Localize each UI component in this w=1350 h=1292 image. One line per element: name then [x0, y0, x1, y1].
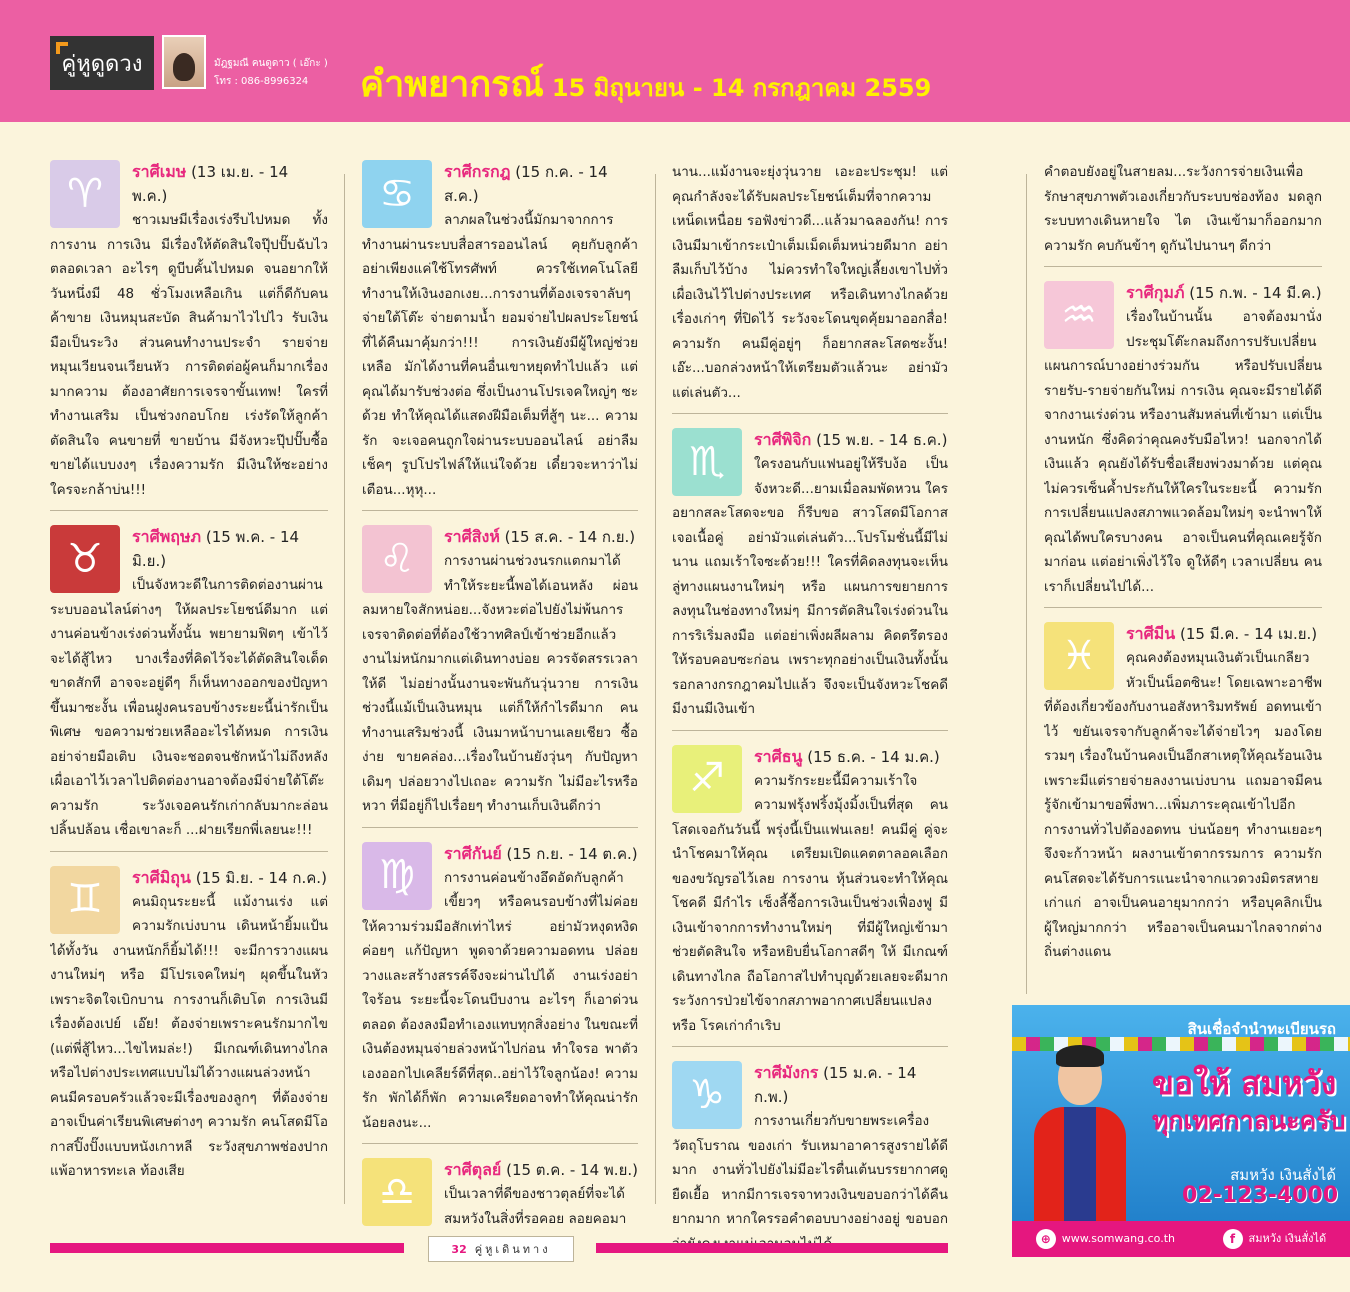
sign-text: คนมิถุนระยะนี้ แม้งานเร่ง แต่ความรักเบ่งบาน เดินหน้ายิ้มแป้นได้ทั้งวัน งานหนักก็ยิ้มได้!!! จะมีการวางแผนงานใหม่ๆ หรือ มีโปรเจคใหม่ๆ ผุดขึ้นในหัว เพราะจิตใจเบิกบาน การงานก็เติบโต การเงินมีเรื่องต้องเปย์ เอ๊ย! ต้องจ่ายเพราะคนรักมากไข (แต่พี่สู้ไหว...ไขไหมล่ะ!) มีเกณฑ์เดินทางไกล หรือไปต่างประเทศแบบไม่ได้วางแผนล่วงหน้า คนมีครอบครัวแล้วจะมีเรื่องของลูกๆ ที่ต้องจ่ายอาจเป็นค่าเรียนพิเศษต่างๆ ความรัก คนโสดมีโอกาสปิ๊งปั๊งแบบหนังเกาหลี ระวังสุขภาพช่องปาก แพ้อาหารทะเล ท้องเสีย — [50, 893, 328, 1179]
sign-text: เป็นจังหวะดีในการติดต่องานผ่านระบบออนไลน์ต่างๆ ให้ผลประโยชน์ดีมาก แต่งานค่อนข้างเร่งด่วนทั้งนั้น พยายามฟิตๆ เข้าไว้ จะได้สู้ไหว บางเรื่องที่คิดไว้จะได้ตัดสินใจเด็ดขาดสักที อาจจะอยู่ดีๆ ก็เห็นทางออกของปัญหาขึ้นมาซะงั้น เพื่อนฝูงคนรอบข้างระยะนี้น่ารักเป็นพิเศษ ขอความช่วยเหลืออะไรได้หมด การเงิน อย่าจ่ายมือเติบ เงินจะชอตจนชักหน้าไม่ถึงหลัง เผื่อเอาไว้เวลาไปติดต่องานอาจต้องมีจ่ายใต้โต๊ะ ความรัก ระวังเจอคนรักเก่ากลับมากะล่อน ปลิ้นปล้อน เชื่อเขาละก็ ...ฝายเรียกพี่เลยนะ!!! — [50, 577, 328, 838]
column-2 — [362, 160, 638, 1241]
aquarius-water-bearer-icon: ♒ — [1044, 281, 1114, 349]
sign-range: (15 ก.ย. - 14 ต.ค.) — [506, 844, 638, 863]
leo-lion-icon: ♌ — [362, 525, 432, 593]
column-1 — [50, 160, 328, 1194]
ad-phone: 02-123-4000 — [1181, 1183, 1338, 1208]
sign-block — [1044, 281, 1322, 608]
divider — [672, 413, 948, 414]
divider — [50, 851, 328, 852]
magazine-name: คู่หูเดินทาง — [474, 1243, 551, 1256]
page-number: 32 — [451, 1242, 467, 1256]
sign-block — [362, 1158, 638, 1231]
sign-text: การงานเกี่ยวกับขายพระเครื่องวัตถุโบราณ ของเก่า รับเหมาอาคารสูงรายได้ดีมาก งานทั่วไปยังไม่มีอะไรตื่นเต้นบรรยากาศดูยืดเยื้อ หากมีการเจรจาทวงเงินขอบอกว่าได้คืนยากมาก หากใครรอคำตอบบางอย่างอยู่ ขอบอก — [672, 1113, 948, 1227]
corner-mark-icon — [56, 42, 68, 54]
divider — [672, 1046, 948, 1047]
taurus-bull-icon: ♉ — [50, 525, 120, 593]
sign-range: (15 พ.ย. - 14 ธ.ค.) — [816, 431, 948, 449]
cancer-crab-icon: ♋ — [362, 160, 432, 228]
ad-top-text: สินเชื่อจำนำทะเบียนรถ — [1187, 1020, 1336, 1038]
author-name: มัฎฐมณี คนดูดาว ( เอ๊กะ ) — [214, 58, 328, 69]
sign-block — [672, 1061, 948, 1256]
sign-block — [1044, 622, 1322, 965]
divider — [1044, 607, 1322, 608]
sign-block — [50, 866, 328, 1184]
ad-headline-1: ขอให้ สมหวัง — [1152, 1064, 1337, 1102]
sign-range: (15 พ.ค. - 14 มิ.ย.) — [132, 528, 300, 570]
sign-range: (13 เม.ย. - 14 พ.ค.) — [132, 163, 289, 205]
capricorn-continued-text: คำตอบยังอยู่ในสายลม...ระวังการจ่ายเงินเพื่อรักษาสุขภาพตัวเองเกี่ยวกับระบบช่องท้อง มดลูก ระบบทางเดินหายใจ ไต เงินเข้ามาก็ออกมาก ความรัก คบกันข้าๆ ดูกันไปนานๆ ดีกว่า — [1044, 164, 1322, 254]
ad-presenter — [1030, 1043, 1130, 1223]
sign-range: (15 ม.ค. - 14 ก.พ.) — [754, 1064, 917, 1106]
footer-bar-right — [596, 1243, 948, 1253]
ad-facebook[interactable]: f สมหวัง เงินสั่งได้ — [1223, 1229, 1327, 1249]
column-3 — [672, 160, 948, 1266]
ad-brand: สมหวัง เงินสั่งได้ — [1230, 1166, 1336, 1184]
aries-ram-icon: ♈ — [50, 160, 120, 228]
title-text: คำพยากรณ์ — [360, 64, 544, 105]
virgo-maiden-icon: ♍ — [362, 842, 432, 910]
sign-text: ใครงอนกับแฟนอยู่ให้รีบง้อ เป็นจังหวะดี...ยามเมื่อลมพัดหวน ใครอยากสละโสดจะขอ ก็รีบขอ สาวโสดมีโอกาสเจอเนื้อคู่ อย่ามัวแต่เล่นตัว...โปรโมชั่นนี้มีไม่นาน แถมเร้าใจซะด้วย!!! ใครที่คิดลงทุนจะเห็นลู่ทางแผนงานใหม่ๆ หรือ แผนการขยายการลงทุนในช่องทางใหม่ๆ มีการตัดสินใจเร่งด่วนในการริเริ่มลงมือ แต่อย่าเพิ่งผลีผลาม คิดตรึตรองให้รอบคอบซะก่อน เพราะทุกอย่างเป็นเงินทั้งนั้น รอกลางกรกฎาคมไปแล้ว จึงจะเป็นจังหวะโชคดี มีงานมีเงินเข้า — [672, 456, 948, 717]
sign-name: ราศีมิถุน — [132, 867, 191, 887]
column-divider — [1026, 174, 1027, 994]
sign-name: ราศีมีน — [1126, 624, 1176, 643]
column-divider — [655, 174, 656, 1204]
sign-range: (15 ธ.ค. - 14 ม.ค.) — [807, 747, 940, 766]
sign-name: ราศีมังกร — [754, 1063, 819, 1082]
sign-block — [362, 525, 638, 828]
author-phone: โทร : 086-8996324 — [214, 76, 309, 87]
libra-scales-icon: ♎ — [362, 1158, 432, 1226]
sign-text: การงานผ่านช่วงนรกแตกมาได้ ทำให้ระยะนี้พอได้เอนหลัง ผ่อนลมหายใจสักหน่อย...จังหวะต่อไปยังไม่พ้นการเจรจาติดต่อที่ต้องใช้วาทศิลป์เข้าช่วยอีกแล้ว งานไม่หนักมากแต่เดินทางบ่อย ควรจัดสรรเวลาให้ดี ไม่อย่างนั้นงานจะพันกันวุ่นวาย การเงินช่วงนี้แม้เป็นเงินหมุน แต่ก็ให้กำไรดีมาก คนทำงานเสริมช่วงนี้ เงินมาหน้าบานเลยเชียว ซื้อง่าย ขายคล่อง...เรื่องในบ้านยังวุ่นๆ กับปัญหาเดิมๆ ปล่อยวางไปเถอะ ความรัก ไม่มีอะไรหรือหวา ที่มีอยู่ก็ไปเรื่อยๆ ทำงานเก็บเงินดีกว่า — [362, 553, 638, 814]
sign-name: ราศีตุลย์ — [444, 1160, 502, 1179]
sign-name: ราศีกุมภ์ — [1126, 283, 1185, 302]
sign-block — [672, 745, 948, 1048]
ad-bottom-bar — [1012, 1221, 1350, 1257]
facebook-icon: f — [1223, 1229, 1243, 1249]
sign-text: ลาภผลในช่วงนี้มักมาจากการทำงานผ่านระบบสื่อสารออนไลน์ คุยกับลูกค้าอย่าเพียงแค่ใช้โทรศัพท์ ควรใช้เทคโนโลยีทำงานให้เงินงอกเงย...การงานที่ต้องเจรจาลับๆ จ่ายใต้โต๊ะ จ่ายตามน้ำ ยอมจ่ายไปผลประโยชน์ที่ได้คืนมาคุ้มกว่า!!! การเงินยังมีผู้ใหญ่ช่วยเหลือ มักได้งานที่คนอื่นเขาหยุดทำไปแล้ว แต่คุณได้มารับช่วงต่อ ซึ่งเป็นงานโปรเจคใหญ่ๆ ซะด้วย ทำให้คุณได้แสดงฝีมือเต็มที่สู้ๆ นะ... ความรัก จะเจอคนถูกใจผ่านระบบออนไลน์ อย่าลืมเช็คๆ รูปโปรไฟล์ให้แน่ใจด้วย เดี๋ยวจะหาว่าไม่เตือน...หุหุ... — [362, 212, 638, 498]
sign-name: ราศีกรกฎ — [444, 162, 511, 181]
sign-block — [362, 160, 638, 511]
gemini-twins-icon: ♊ — [50, 866, 120, 934]
footer-bar-left — [50, 1243, 404, 1253]
divider — [50, 510, 328, 511]
sign-name: ราศีพิจิก — [754, 430, 812, 449]
column-divider — [344, 174, 345, 1204]
sign-name: ราศีกันย์ — [444, 843, 502, 863]
sign-name: ราศีเมษ — [132, 162, 187, 181]
globe-icon: ⊕ — [1036, 1229, 1056, 1249]
sign-text: เรื่องในบ้านนั้น อาจต้องมานั่งประชุมโต๊ะกลมถึงการปรับเปลี่ยนแผนการณ์บางอย่างร่วมกัน หรือปรับเปลี่ยนรายรับ-รายจ่ายกันใหม่ การเงิน คุณจะมีรายได้ดีจากงานเร่งด่วน หรืองานสัมหล่นที่เข้ามา แต่เป็นงานหนัก ซึ่งคิดว่าคุณคงรับมือไหว! นอกจากได้เงินแล้ว คุณยังได้รับชื่อเสียงพ่วงมาด้วย แต่คุณไม่ควรเซ็นค้ำประกันให้ใครในระยะนี้ ความรัก การเปลี่ยนแปลงสภาพแวดล้อมใหม่ๆ จะนำพาให้คุณได้พบใครบางคน อาจเป็นคนที่คุณเคยรู้จักมาก่อน แต่อย่าเพิ่งไว้ใจ ดูให้ดีๆ เวลาเปลี่ยน คนเราก็เปลี่ยนไปได้... — [1044, 309, 1322, 595]
sign-block — [50, 525, 328, 852]
sign-range: (15 ต.ค. - 14 พ.ย.) — [506, 1161, 638, 1179]
ad-headline-2: ทุกเทศกาลนะครับ — [1152, 1106, 1346, 1135]
advertisement[interactable] — [1012, 1005, 1350, 1257]
sign-range: (15 มี.ค. - 14 เม.ย.) — [1180, 625, 1318, 643]
section-label: คู่หูดูดวง — [61, 51, 143, 77]
divider — [672, 730, 948, 731]
page-title — [360, 55, 931, 112]
divider — [362, 510, 638, 511]
capricorn-goat-icon: ♑ — [672, 1061, 742, 1129]
page-number-box — [428, 1236, 574, 1262]
sign-text: เป็นเวลาที่ดีของชาวตุลย์ที่จะได้สมหวังในสิ่งที่รอคอย ลอยคอมา — [444, 1186, 627, 1227]
sign-block — [50, 160, 328, 511]
sagittarius-archer-icon: ♐ — [672, 745, 742, 813]
libra-continued-text: นาน...แม้งานจะยุ่งวุ่นวาย เอะอะประชุม! แต่คุณกำลังจะได้รับผลประโยชน์เต็มที่จากความเหน็ดเหนื่อย รอฟังข่าวดี...แล้วมาฉลองกัน! การเงินมีมาเข้ากระเป๋าเต็มเม็ดเต็มหน่วยดีมาก อย่าลืมเก็บไว้บ้าง ไม่ควรทำใจใหญ่เลี้ยงเขาไปทั่ว เผื่อเงินไว้ไปต่างประเทศ หรือเดินทางไกลด้วย เรื่องเก่าๆ ที่ปิดไว้ ระวังจะโดนขุดคุ้ยมาออกสื่อ! ความรัก คนมีคู่อยู่ๆ ก็อยากสละโสดซะงั้น! เอ๊ะ...บอกล่วงหน้าให้เตรียมตัวแล้วนะ อย่ามัวแต่เล่นตัว... — [672, 164, 948, 401]
sign-block — [362, 842, 638, 1145]
pisces-fish-icon: ♓ — [1044, 622, 1114, 690]
sign-text: ชาวเมษมีเรื่องเร่งรีบไปหมด ทั้งการงาน การเงิน มีเรื่องให้ตัดสินใจปุ๊ปปั๊บฉับไวตลอดเวลา อะไรๆ ดูบีบคั้นไปหมด จนอยากให้วันหนึ่งมี 48 ชั่วโมงเหลือเกิน แต่ก็ดีกับคนค้าขาย เงินหมุนสะบัด สินค้ามาไวไปไว รับเงินมือเป็นระวิง ส่วนคนทำงานประจำ รายจ่ายหมุนเวียนจนเวียนหัว การติดต่อผู้คนก็มากเรื่องมากความ ต้องอาศัยการเจรจาขั้นเทพ! ใครที่ทำงานเสริม เป็นช่วงกอบโกย เร่งรัดให้ลูกค้าตัดสินใจ คนขายที่ ขายบ้าน มีจังหวะปุ๊ปปั๊บซื้อขายได้แบบงงๆ เรื่องความรัก มีเงินให้ซะอย่าง ใครจะกล้าบ่น!!! — [50, 212, 328, 498]
ad-website[interactable]: ⊕ www.somwang.co.th — [1036, 1229, 1175, 1249]
scorpio-scorpion-icon: ♏ — [672, 428, 742, 496]
sign-name: ราศีพฤษภ — [132, 527, 202, 546]
sign-name: ราศีธนู — [754, 746, 803, 766]
sign-range: (15 มิ.ย. - 14 ก.ค.) — [195, 868, 327, 887]
sign-block — [672, 428, 948, 731]
sign-range: (15 ส.ค. - 14 ก.ย.) — [504, 528, 636, 546]
divider — [362, 1143, 638, 1144]
date-range: 15 มิถุนายน - 14 กรกฎาคม 2559 — [551, 74, 932, 102]
sign-text: คุณคงต้องหมุนเงินตัวเป็นเกลียวหัวเป็นน็อตซินะ! โดยเฉพาะอาชีพที่ต้องเกี่ยวข้องกับงานอสังหาริมทรัพย์ อดทนเข้าไว้ ขยันเจรจากับลูกค้าจะได้จ่ายไวๆ มองโดยรวมๆ เรื่องในบ้านคงเป็นอีกสาเหตุให้คุณร้อนเงินเพราะมีแต่รายจ่ายลงงานเบ่งบาน แถมอาจมีคนรู้จักเข้ามาขอพึ่งพา...เพิ่มภาระคุณเข้าไปอีก การงานทั่วไปต้องอดทน บ่นน้อยๆ ทำงานเยอะๆ จึงจะก้าวหน้า ผลงานเข้าตากรรมการ ความรักคนโสดจะได้รับการแนะนำจากแวดวงมิตรสหายเก่าแก่ อาจเป็นคนอายุมากกว่า หรือบุคลิกเป็นผู้ใหญ่มากกว่า หรืออาจเป็นคนมาไกลจากต่างถิ่นต่างแดน — [1044, 650, 1322, 960]
sign-range: (15 ก.ค. - 14 ส.ค.) — [444, 163, 608, 205]
divider — [362, 827, 638, 828]
sign-name: ราศีสิงห์ — [444, 527, 500, 546]
header-banner — [0, 0, 1350, 122]
divider — [1044, 266, 1322, 267]
sign-range: (15 ก.พ. - 14 มี.ค.) — [1189, 284, 1322, 302]
sign-text: ความรักระยะนี้มีความเร้าใจความฟรุ้งฟริ้งมุ้งมิ้งเป็นที่สุด คนโสดเจอกันวันนี้ พรุ่งนี้เป็นแฟนเลย! คนมีคู่ คู่จะนำโชคมาให้คุณ เตรียมเปิดแคตตาลอคเลือกของขวัญรอไว้เลย การงาน หุ้นส่วนจะทำให้คุณโชคดี มีกำไร เซ็งลี้ซื้อการเงินเป็นช่วงเฟื่องฟู มีเงินเข้าจากการทำงานใหม่ๆ ที่มีผู้ใหญ่เข้ามาช่วยตัดสินใจ หรือหยิบยื่นโอกาสดีๆ ให้ มีเกณฑ์เดินทางไกล ถือโอกาสไปทำบุญด้วยเลยจะดีมาก ระวังการป่วยไข้จากสภาพอากาศเปลี่ยนแปลง หรือ โรคเก่ากำเริบ — [672, 772, 948, 1034]
section-tag — [50, 36, 154, 90]
author-photo — [162, 35, 206, 89]
sign-text: การงานค่อนข้างอึดอัดกับลูกค้าเขี้ยวๆ หรือคนรอบข้างที่ไม่ค่อยให้ความร่วมมือสักเท่าไหร่ อย่ามัวหงุดหงิด ค่อยๆ แก้ปัญหา พูดจาด้วยความอดทน ปล่อยวางและสร้างสรรค์จึงจะผ่านไปได้ งานเร่งอย่าใจร้อน ระยะนี้จะโดนบีบงาน อะไรๆ ก็เอาด่วนตลอด ต้องลงมือทำเองแทบทุกสิ่งอย่าง ในขณะที่เงินต้องหมุนจ่ายล่วงหน้าไปก่อน ทำใจรอ พาตัวเองออกไปเคลียร์ดีที่สุด..อย่าไว้ใจลูกน้อง! ความรัก พักได้ก็พัก ความเครียดอาจทำให้คุณน่ารักน้อยลงนะ... — [362, 869, 638, 1131]
column-4 — [1044, 160, 1322, 975]
